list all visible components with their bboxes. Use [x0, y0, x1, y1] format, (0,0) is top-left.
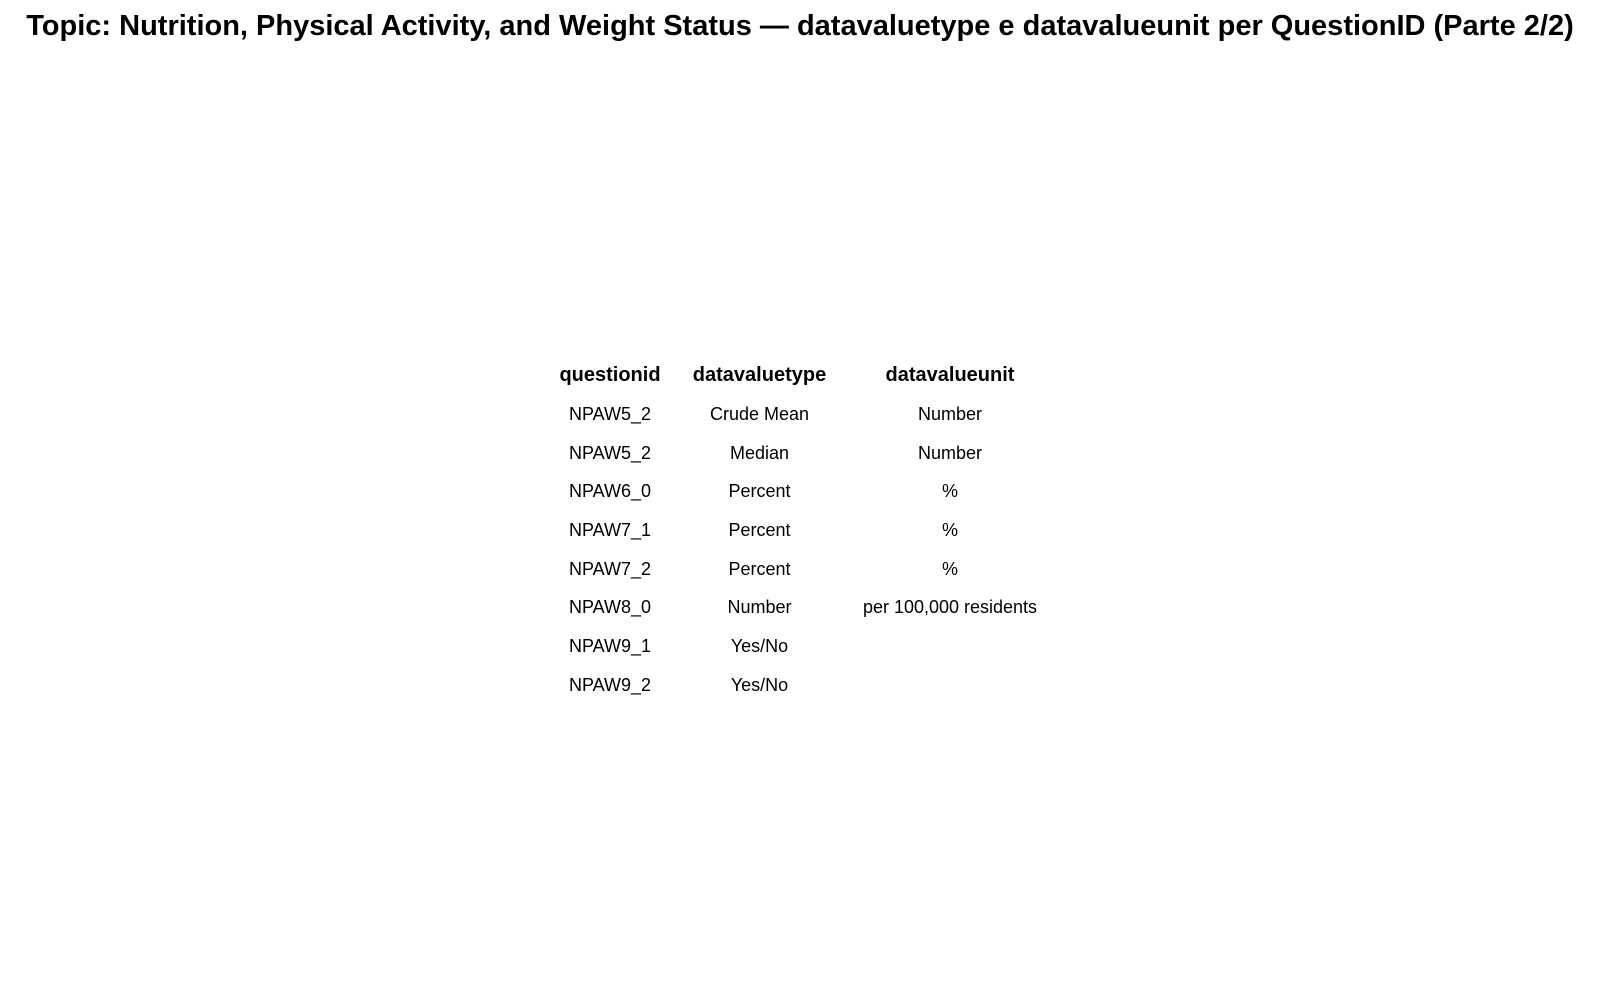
chart-title: Topic: Nutrition, Physical Activity, and Weight Status — datavaluetype e datavalueunit per QuestionID (Parte 2/2) [26, 10, 1574, 42]
cell-questionid: NPAW7_2 [568, 558, 652, 579]
table-row [545, 472, 1056, 511]
table-row [545, 666, 1056, 705]
cell-datavaluetype: Percent [728, 558, 791, 579]
column-header-datavaluetype: datavaluetype [692, 363, 827, 386]
cell-datavalueunit: per 100,000 residents [862, 597, 1038, 618]
cell-datavaluetype: Crude Mean [709, 403, 810, 424]
cell-datavalueunit: % [941, 558, 958, 579]
cell-datavaluetype: Median [729, 442, 790, 463]
cell-questionid: NPAW9_1 [568, 635, 652, 656]
table-header-row [545, 355, 1056, 395]
column-header-questionid: questionid [559, 363, 661, 386]
cell-datavaluetype: Number [727, 597, 792, 618]
cell-questionid: NPAW5_2 [568, 442, 652, 463]
cell-datavalueunit: Number [917, 403, 983, 424]
cell-datavalueunit [844, 666, 1056, 705]
cell-datavalueunit [844, 627, 1056, 666]
cell-questionid: NPAW7_1 [568, 519, 652, 540]
table-row [545, 627, 1056, 666]
column-header-datavalueunit: datavalueunit [885, 363, 1015, 386]
cell-questionid: NPAW5_2 [568, 403, 652, 424]
cell-datavalueunit: % [941, 481, 958, 502]
cell-questionid: NPAW8_0 [568, 597, 652, 618]
table-row [545, 395, 1056, 434]
table-row [545, 434, 1056, 473]
cell-questionid: NPAW6_0 [568, 481, 652, 502]
table-row [545, 588, 1056, 627]
cell-datavaluetype: Yes/No [730, 674, 789, 695]
table-row [545, 550, 1056, 589]
cell-datavalueunit: Number [917, 442, 983, 463]
table-row [545, 511, 1056, 550]
cell-datavaluetype: Yes/No [730, 635, 789, 656]
data-table-container [545, 355, 1056, 705]
cell-datavaluetype: Percent [728, 481, 791, 502]
cell-datavaluetype: Percent [728, 519, 791, 540]
cell-datavalueunit: % [941, 519, 958, 540]
cell-questionid: NPAW9_2 [568, 674, 652, 695]
data-table [545, 355, 1056, 705]
